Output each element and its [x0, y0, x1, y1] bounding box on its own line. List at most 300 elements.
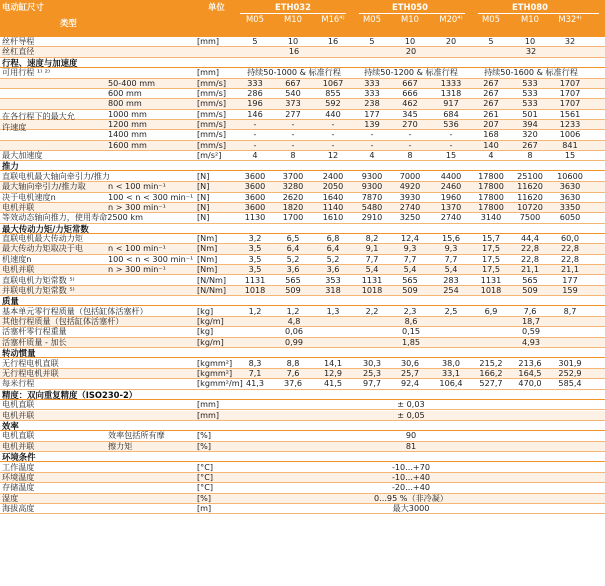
row-label: 机速度n	[2, 253, 32, 264]
row-label: 无行程电机直联	[2, 357, 59, 368]
section-header: 推力	[0, 161, 605, 171]
row-sublabel: 100 < n < 300 min⁻¹	[108, 253, 194, 264]
table-row	[0, 151, 605, 161]
cell-value: 21,1	[560, 264, 580, 275]
cell-value: 3,5	[248, 243, 262, 254]
cell-value: 267	[483, 98, 499, 109]
cell-value: 1707	[559, 98, 581, 109]
cell-span-value: 8,6	[404, 316, 418, 327]
cell-value: 666	[402, 87, 418, 98]
cell-span-value: 4,8	[287, 316, 301, 327]
cell-value: 509	[402, 284, 418, 295]
row-sublabel: 效率包括所有摩	[108, 430, 165, 441]
section-header: 效率	[0, 421, 605, 431]
cell-value: 267	[483, 77, 499, 88]
cell-span-value: 32	[525, 46, 537, 57]
row-unit: [N]	[197, 212, 210, 223]
table-row	[0, 120, 605, 130]
row-label: 电机并联	[2, 201, 35, 212]
cell-value: 2740	[399, 201, 421, 212]
cell-value: 1640	[322, 191, 344, 202]
table-header	[0, 0, 605, 37]
row-unit: [%]	[197, 492, 212, 503]
cell-value: 3630	[559, 191, 581, 202]
cell-value: 20	[445, 36, 457, 46]
cell-value: 333	[364, 87, 380, 98]
row-label: 直联电机力矩常数 ⁵⁾	[2, 274, 75, 285]
cell-value: 12	[327, 150, 339, 160]
cell-value: 2400	[322, 170, 344, 181]
row-label: 湿度	[2, 492, 19, 503]
cell-span-value: 18,7	[521, 316, 541, 327]
table-row	[0, 504, 605, 514]
cell-value: 2910	[361, 212, 383, 223]
cell-value: 22,8	[520, 243, 540, 254]
cell-value: 7,6	[523, 305, 537, 316]
cell-value: 1006	[559, 129, 581, 140]
row-unit: [kg]	[197, 305, 214, 316]
cell-value: 270	[402, 118, 418, 129]
cell-value: 345	[402, 108, 418, 119]
speed-group-label-line1: 在各行程下的最大允	[2, 111, 75, 121]
cell-value: 527,7	[479, 378, 503, 389]
cell-value: 8,2	[365, 233, 379, 244]
table-row	[0, 442, 605, 452]
cell-value: 3,6	[286, 264, 300, 275]
speed-group-label	[2, 111, 75, 133]
cell-value: 3630	[559, 181, 581, 192]
model-name-2: ETH080	[512, 2, 548, 12]
cell-span-value: 持续50-1200 & 标准行程	[364, 67, 458, 78]
cell-value: 146	[247, 108, 263, 119]
cell-value: 501	[522, 108, 538, 119]
row-label: 等效动态轴向推力，使用寿命2500 km	[2, 212, 143, 223]
cell-value: 252,9	[558, 367, 582, 378]
table-row	[0, 494, 605, 504]
table-row	[0, 110, 605, 120]
cell-value: 533	[522, 77, 538, 88]
cell-value: 5,4	[403, 264, 417, 275]
cell-value: 7500	[519, 212, 541, 223]
cell-value: 12,9	[323, 367, 343, 378]
cell-value: 5	[369, 36, 375, 46]
cell-value: 3930	[399, 191, 421, 202]
row-sublabel: n > 300 min⁻¹	[108, 264, 166, 275]
row-sublabel: n < 100 min⁻¹	[108, 243, 166, 254]
cell-value: 286	[247, 87, 263, 98]
cell-value: 8	[407, 150, 413, 160]
cell-value: 565	[285, 274, 301, 285]
cell-value: 540	[285, 87, 301, 98]
cell-value: 22,8	[560, 243, 580, 254]
cell-value: 9,3	[403, 243, 417, 254]
cell-value: -	[449, 129, 453, 140]
cell-value: 1707	[559, 77, 581, 88]
cell-value: 6,9	[484, 305, 498, 316]
row-unit: [Nm]	[197, 233, 218, 244]
row-label: 其他行程质量（包括缸体活塞杆）	[2, 316, 124, 327]
table-row	[0, 483, 605, 493]
variant-label: M16⁴⁾	[321, 14, 345, 24]
section-header: 环境条件	[0, 452, 605, 462]
cell-span-value: 4,93	[521, 336, 541, 347]
cell-value: 470,0	[518, 378, 542, 389]
cell-value: 4400	[440, 170, 462, 181]
row-unit: [N]	[197, 201, 210, 212]
cell-value: 21,1	[520, 264, 540, 275]
cell-value: 2740	[440, 212, 462, 223]
cell-value: 7,7	[365, 253, 379, 264]
row-unit: [°C]	[197, 482, 214, 493]
row-label: 直联电机最大传动力矩	[2, 233, 83, 244]
speed-group-label-line2: 许速度	[2, 121, 27, 132]
cell-value: 166,2	[479, 367, 503, 378]
cell-span-value: 20	[405, 46, 417, 57]
cell-value: 917	[443, 98, 459, 109]
cell-value: 92,4	[400, 378, 420, 389]
row-unit: [Nm]	[197, 253, 218, 264]
table-row	[0, 286, 605, 296]
cell-value: 320	[522, 129, 538, 140]
row-unit: [mm/s]	[197, 98, 227, 109]
cell-value: 25,7	[400, 367, 420, 378]
row-label: 直联电机最大轴向牵引力/推力	[2, 170, 110, 181]
cell-value: 15,7	[481, 233, 501, 244]
cell-value: 9300	[361, 181, 383, 192]
cell-value: 1233	[559, 118, 581, 129]
row-label: 活塞杆质量 - 加长	[2, 336, 67, 347]
cell-value: 140	[483, 139, 499, 150]
row-unit: [m]	[197, 502, 212, 513]
row-unit: [mm]	[197, 399, 220, 410]
cell-value: 177	[364, 108, 380, 119]
table-row	[0, 244, 605, 254]
row-unit: [°C]	[197, 471, 214, 482]
cell-value: 7,7	[403, 253, 417, 264]
cell-value: 533	[522, 98, 538, 109]
table-row	[0, 473, 605, 483]
cell-value: 10720	[517, 201, 543, 212]
section-header: 行程、速度与加速度	[0, 58, 605, 68]
cell-value: 30,6	[400, 357, 420, 368]
cell-value: 855	[325, 87, 341, 98]
cell-value: 1018	[480, 284, 502, 295]
row-label: 并联电机力矩常数 ⁵⁾	[2, 284, 75, 295]
cell-value: 159	[562, 284, 578, 295]
cell-value: 333	[247, 77, 263, 88]
row-unit: [mm]	[197, 67, 220, 78]
table-row	[0, 369, 605, 379]
cell-span-value: 1,85	[401, 336, 421, 347]
cell-full-value: -10...+70	[391, 461, 431, 472]
cell-span-value: 持续50-1000 & 标准行程	[247, 67, 341, 78]
cell-value: 667	[402, 77, 418, 88]
cell-value: 38,0	[441, 357, 461, 368]
cell-value: 33,1	[441, 367, 461, 378]
cell-value: 196	[247, 98, 263, 109]
cell-value: 394	[522, 118, 538, 129]
cell-value: 139	[364, 118, 380, 129]
cell-value: 536	[443, 118, 459, 129]
cell-value: 3,5	[248, 253, 262, 264]
cell-value: 267	[483, 87, 499, 98]
cell-value: 1610	[322, 212, 344, 223]
cell-value: -	[291, 139, 295, 150]
cell-value: 17,5	[481, 253, 501, 264]
cell-value: 15	[445, 150, 457, 160]
table-row	[0, 411, 605, 421]
cell-value: 533	[522, 87, 538, 98]
cell-value: 8	[527, 150, 533, 160]
cell-value: 9,1	[365, 243, 379, 254]
cell-value: 7,1	[248, 367, 262, 378]
row-label: 最大传动力矩取决于电	[2, 243, 83, 254]
cell-value: 509	[285, 284, 301, 295]
row-label: 活塞杆零行程重量	[2, 326, 67, 337]
cell-value: 17800	[478, 170, 504, 181]
cell-value: 215,2	[479, 357, 503, 368]
cell-value: 7870	[361, 191, 383, 202]
variant-label: M10	[401, 14, 419, 24]
cell-full-value: -20...+40	[391, 482, 431, 493]
cell-value: 60,0	[560, 233, 580, 244]
cell-value: 509	[522, 284, 538, 295]
cell-value: 565	[402, 274, 418, 285]
cell-value: 32	[564, 36, 576, 46]
cell-value: 4	[369, 150, 375, 160]
cell-value: 106,4	[439, 378, 463, 389]
row-unit: [N]	[197, 191, 210, 202]
cell-value: 6,8	[326, 233, 340, 244]
table-row	[0, 379, 605, 389]
cell-value: 667	[285, 77, 301, 88]
variant-label: M32⁴⁾	[558, 14, 582, 24]
cell-value: 37,6	[283, 378, 303, 389]
cell-value: 3280	[282, 181, 304, 192]
cell-value: -	[370, 139, 374, 150]
row-label: 无行程电机并联	[2, 367, 59, 378]
cell-span-value: 0,15	[401, 326, 421, 337]
row-sublabel: 1400 mm	[108, 129, 147, 140]
row-label: 基本单元零行程质量（包括缸体活塞杆）	[2, 305, 148, 316]
row-label: 最大加速度	[2, 150, 43, 160]
cell-value: 213,6	[518, 357, 542, 368]
cell-value: 15,6	[441, 233, 461, 244]
header-title: 电动缸尺寸	[2, 2, 44, 12]
cell-value: 3140	[480, 212, 502, 223]
row-unit: [mm/s]	[197, 77, 227, 88]
row-unit: [mm]	[197, 36, 220, 46]
cell-value: 261	[483, 108, 499, 119]
cell-value: 373	[285, 98, 301, 109]
cell-value: 1,2	[248, 305, 262, 316]
row-unit: [mm/s]	[197, 108, 227, 119]
cell-full-value: 最大3000	[392, 502, 430, 513]
cell-value: 30,3	[362, 357, 382, 368]
row-unit: [N]	[197, 181, 210, 192]
row-unit: [%]	[197, 440, 212, 451]
cell-value: -	[331, 129, 335, 140]
cell-value: 17800	[478, 181, 504, 192]
cell-value: 684	[443, 108, 459, 119]
cell-value: 3600	[244, 170, 266, 181]
section-header: 精度：双向重复精度（ISO230-2）	[0, 390, 605, 400]
table-row	[0, 463, 605, 473]
cell-value: 238	[364, 98, 380, 109]
cell-value: 7000	[399, 170, 421, 181]
table-row	[0, 255, 605, 265]
cell-value: 3,6	[326, 264, 340, 275]
cell-value: 2460	[440, 181, 462, 192]
cell-value: 2050	[322, 181, 344, 192]
cell-value: 97,7	[362, 378, 382, 389]
cell-value: 22,8	[520, 253, 540, 264]
cell-value: 22,8	[560, 253, 580, 264]
cell-value: 207	[483, 118, 499, 129]
cell-value: 11620	[517, 191, 543, 202]
cell-value: 2,2	[365, 305, 379, 316]
table-row	[0, 68, 605, 78]
cell-value: 1820	[282, 201, 304, 212]
cell-value: 3600	[244, 191, 266, 202]
cell-value: 3350	[559, 201, 581, 212]
cell-value: 44,4	[520, 233, 540, 244]
row-unit: [kg/m]	[197, 316, 224, 327]
cell-value: 6,5	[286, 233, 300, 244]
cell-value: 1018	[244, 284, 266, 295]
row-label: 每米行程	[2, 378, 35, 389]
cell-value: 5,2	[286, 253, 300, 264]
cell-value: 5480	[361, 201, 383, 212]
cell-value: 1018	[361, 284, 383, 295]
cell-value: 1318	[440, 87, 462, 98]
cell-value: -	[370, 129, 374, 140]
cell-value: 4920	[399, 181, 421, 192]
cell-value: 2620	[282, 191, 304, 202]
row-sublabel: n < 100 min⁻¹	[108, 181, 166, 192]
cell-value: 462	[402, 98, 418, 109]
cell-value: 3600	[244, 201, 266, 212]
cell-value: 565	[522, 274, 538, 285]
variant-label: M05	[363, 14, 381, 24]
cell-span-value: 持续50-1600 & 标准行程	[484, 67, 578, 78]
cell-span-value: 0,06	[284, 326, 304, 337]
cell-value: 10	[524, 36, 536, 46]
cell-span-value: 16	[288, 46, 300, 57]
cell-value: 333	[364, 77, 380, 88]
row-unit: [N]	[197, 170, 210, 181]
cell-value: 1960	[440, 191, 462, 202]
cell-value: 168	[483, 129, 499, 140]
cell-value: -	[408, 139, 412, 150]
cell-value: 1130	[244, 212, 266, 223]
row-unit: [Nm]	[197, 264, 218, 275]
cell-value: 17800	[478, 191, 504, 202]
cell-value: 17,5	[481, 243, 501, 254]
cell-value: 11620	[517, 181, 543, 192]
cell-value: 8,8	[286, 357, 300, 368]
cell-value: 277	[285, 108, 301, 119]
cell-value: -	[408, 129, 412, 140]
table-row	[0, 130, 605, 140]
row-label: 电机直联	[2, 430, 35, 441]
table-row	[0, 213, 605, 223]
cell-value: 15	[564, 150, 576, 160]
table-row	[0, 234, 605, 244]
row-label: 电机直联	[2, 399, 35, 410]
variant-label: M05	[482, 14, 500, 24]
cell-value: 10	[404, 36, 416, 46]
cell-value: 41,5	[323, 378, 343, 389]
table-row	[0, 359, 605, 369]
cell-value: 177	[562, 274, 578, 285]
row-unit: [kgmm²/m]	[197, 378, 243, 389]
row-label: 决于电机速度n	[2, 191, 56, 202]
cell-value: 1131	[244, 274, 266, 285]
cell-value: 9300	[361, 170, 383, 181]
row-label: 电机并联	[2, 440, 35, 451]
cell-value: 5,2	[326, 253, 340, 264]
cell-value: 5,4	[365, 264, 379, 275]
cell-value: 592	[325, 98, 341, 109]
model-name-0: ETH032	[275, 2, 311, 12]
cell-value: 7,7	[444, 253, 458, 264]
cell-value: 164,5	[518, 367, 542, 378]
cell-value: 10	[287, 36, 299, 46]
cell-value: 283	[443, 274, 459, 285]
cell-value: -	[253, 139, 257, 150]
row-unit: [m/s²]	[197, 150, 222, 160]
cell-value: 8,7	[563, 305, 577, 316]
cell-value: 41,3	[245, 378, 265, 389]
cell-full-value: ± 0,03	[397, 399, 425, 410]
row-label: 丝杠直径	[2, 46, 35, 57]
cell-value: 3700	[282, 170, 304, 181]
row-label: 环境温度	[2, 471, 35, 482]
cell-value: 6,4	[286, 243, 300, 254]
cell-full-value: ± 0,05	[397, 409, 425, 420]
variant-label: M10	[284, 14, 302, 24]
cell-full-value: 0...95 %（非冷凝）	[374, 492, 448, 503]
cell-value: 1131	[361, 274, 383, 285]
cell-value: 585,4	[558, 378, 582, 389]
cell-value: -	[449, 139, 453, 150]
cell-value: 6,4	[326, 243, 340, 254]
cell-value: 3,2	[248, 233, 262, 244]
cell-value: 5	[252, 36, 258, 46]
row-label: 可用行程 ¹⁾ ²⁾	[2, 67, 50, 78]
table-row	[0, 47, 605, 57]
cell-full-value: 90	[405, 430, 417, 441]
cell-value: 7,6	[286, 367, 300, 378]
cell-value: 12,4	[400, 233, 420, 244]
cell-value: 1707	[559, 87, 581, 98]
table-row	[0, 276, 605, 286]
cell-span-value: 0,59	[521, 326, 541, 337]
row-label: 海拔高度	[2, 502, 35, 513]
cell-value: 4	[488, 150, 494, 160]
row-unit: [mm/s]	[197, 129, 227, 140]
table-row	[0, 431, 605, 441]
table-row	[0, 79, 605, 89]
row-sublabel: 1200 mm	[108, 118, 147, 129]
cell-value: 8,3	[248, 357, 262, 368]
cell-value: 3250	[399, 212, 421, 223]
row-sublabel: 600 mm	[108, 87, 142, 98]
row-unit: [Nm]	[197, 243, 218, 254]
cell-value: 1700	[282, 212, 304, 223]
row-unit: [%]	[197, 430, 212, 441]
